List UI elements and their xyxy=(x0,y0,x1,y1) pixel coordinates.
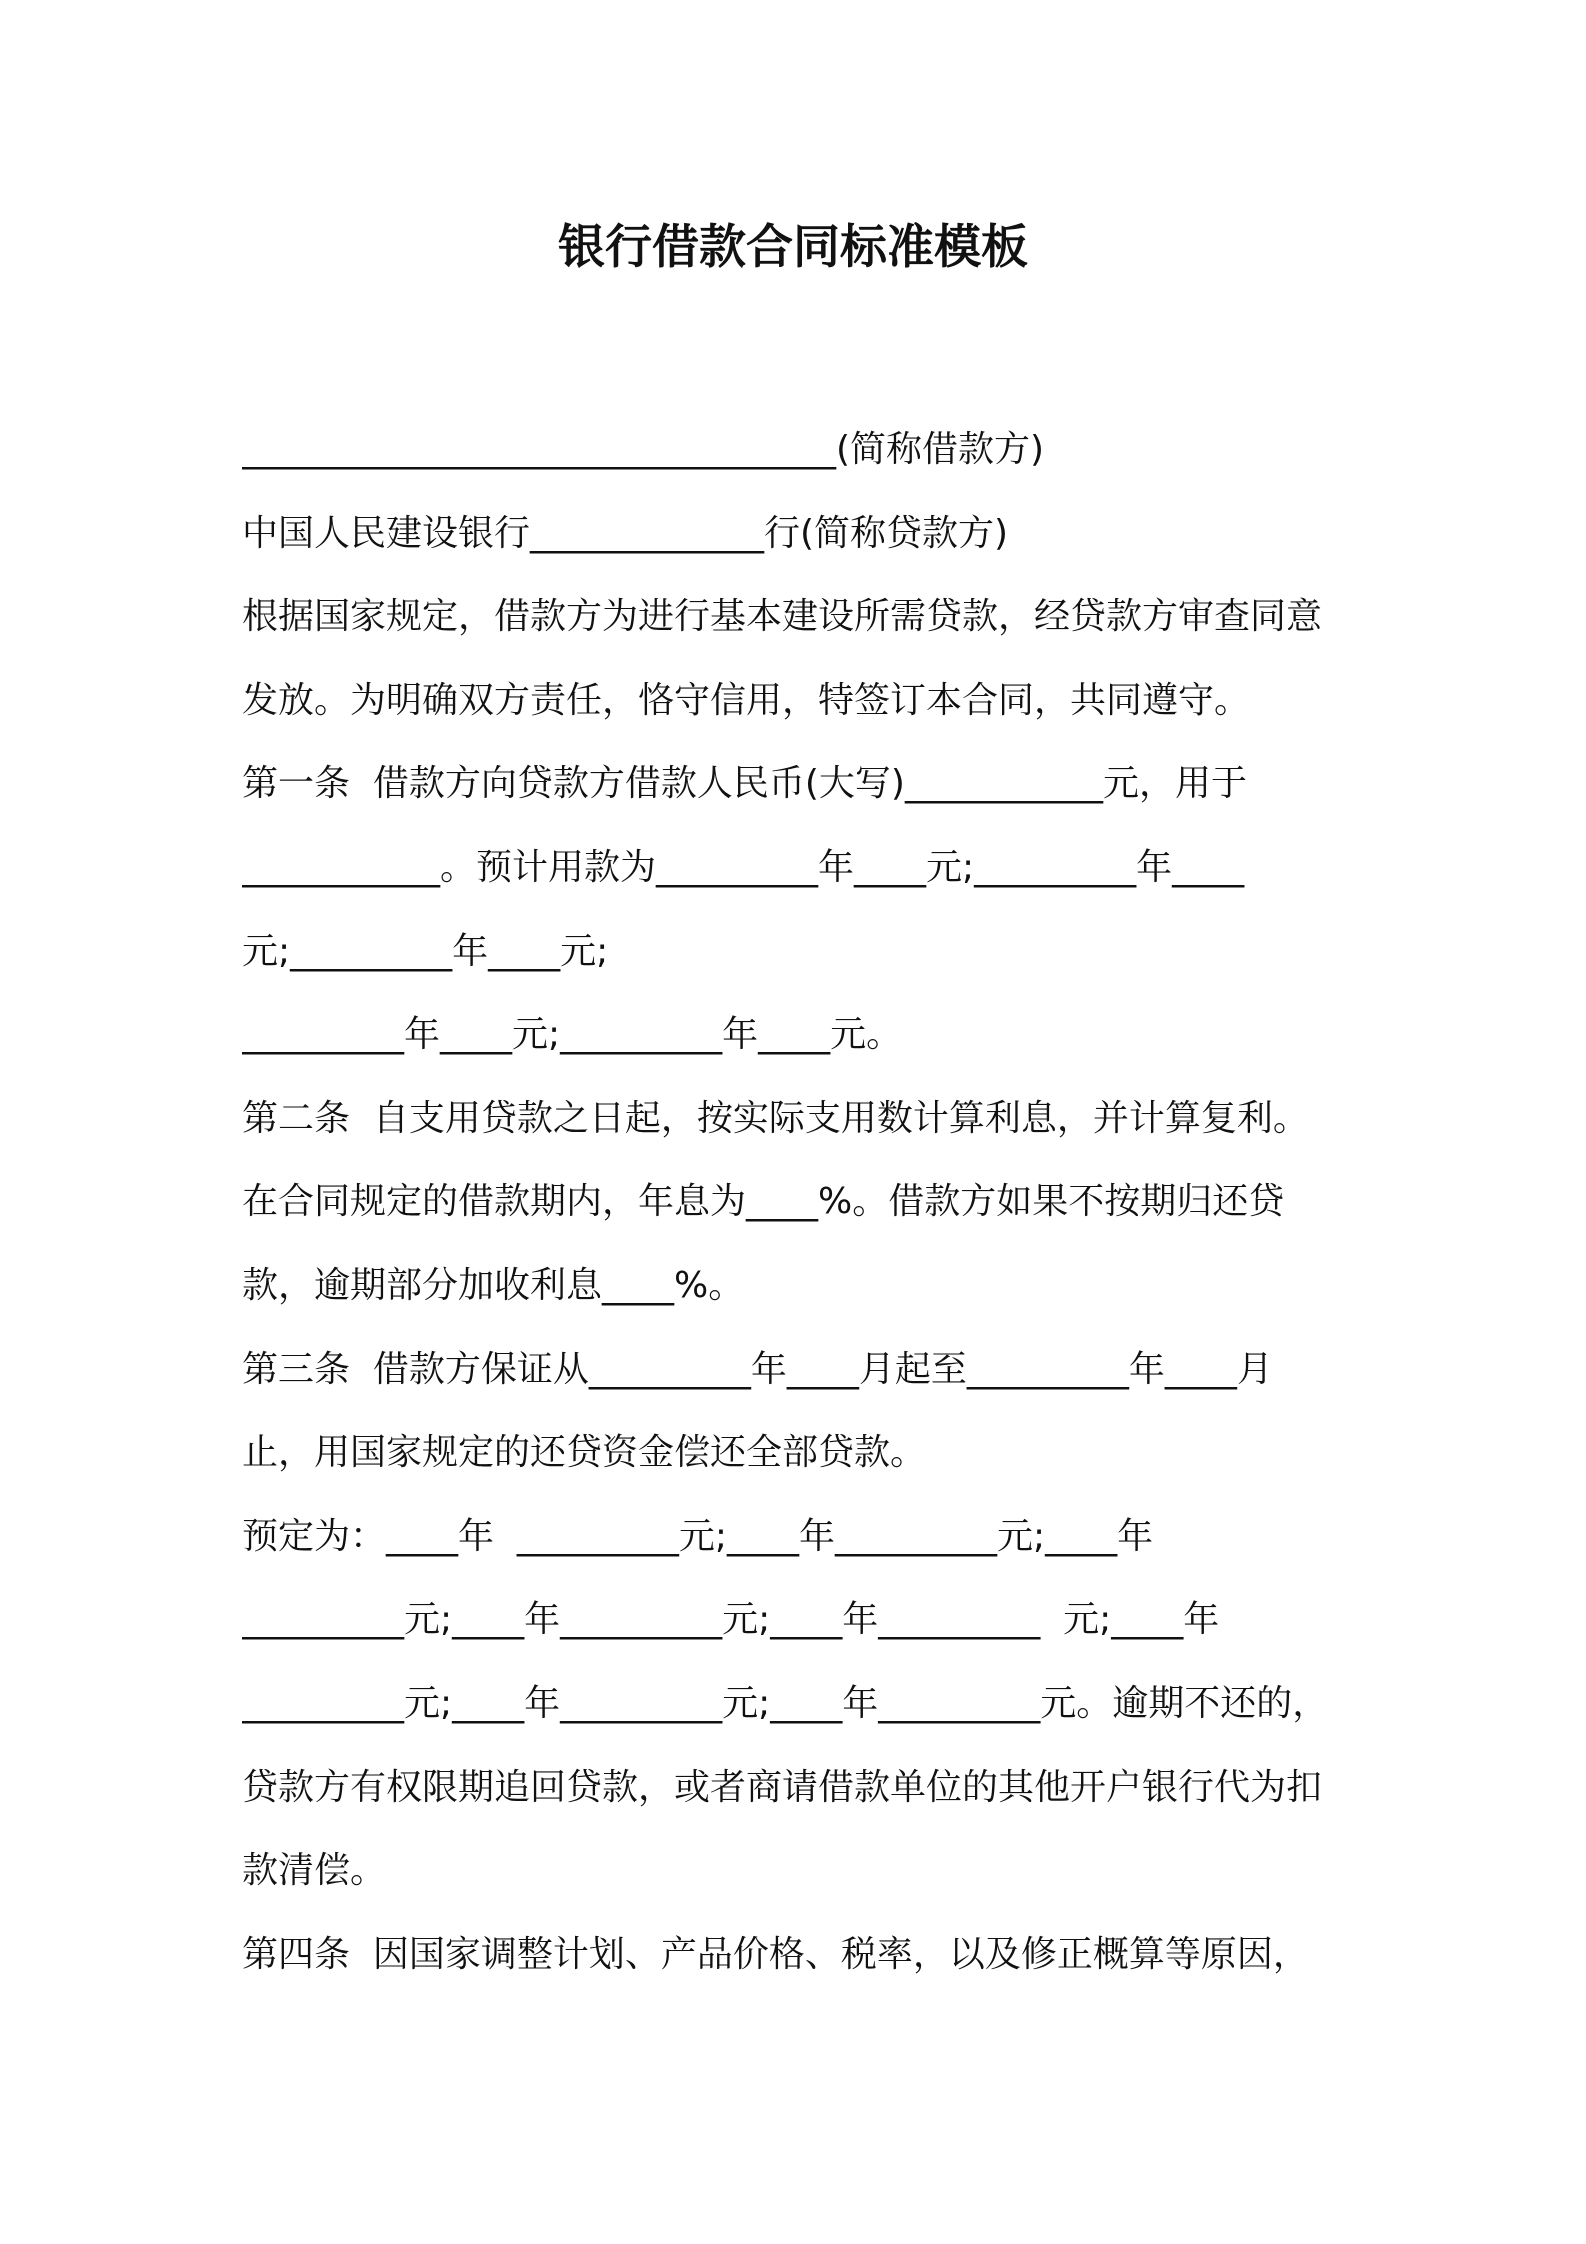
text-line: 第二条 自支用贷款之日起，按实际支用数计算利息，并计算复利。 xyxy=(242,1097,1309,1139)
text-line: _________元;____年_________元;____年_________ 元;____年 xyxy=(242,1599,1220,1641)
document-body xyxy=(242,408,1372,1996)
text-line: 贷款方有权限期追回贷款，或者商请借款单位的其他开户银行代为扣 xyxy=(242,1766,1323,1808)
text-line: 第四条 因国家调整计划、产品价格、税率，以及修正概算等原因， xyxy=(242,1933,1309,1975)
text-line: 元;_________年____元; xyxy=(242,930,609,972)
text-line: 止，用国家规定的还贷资金偿还全部贷款。 xyxy=(242,1432,927,1474)
text-line: 中国人民建设银行_____________行(简称贷款方) xyxy=(242,512,1009,554)
text-line: 款清偿。 xyxy=(242,1850,387,1892)
text-line: _________________________________(简称借款方) xyxy=(242,429,1045,470)
text-line: 第三条 借款方保证从_________年____月起至_________年____月 xyxy=(242,1348,1273,1390)
text-line: 预定为：____年 _________元;____年_________元;____年 xyxy=(242,1515,1154,1557)
text-line: 第一条 借款方向贷款方借款人民币(大写)___________元，用于 xyxy=(242,763,1247,805)
text-line: _________年____元;_________年____元。 xyxy=(242,1014,903,1056)
text-line: _________元;____年_________元;____年_________元。逾期不还的， xyxy=(242,1682,1329,1724)
text-line: ___________。预计用款为_________年____元;_________年____ xyxy=(242,846,1245,888)
text-line: 在合同规定的借款期内，年息为____%。借款方如果不按期归还贷 xyxy=(242,1181,1285,1223)
text-line: 根据国家规定，借款方为进行基本建设所需贷款，经贷款方审查同意 xyxy=(242,596,1323,638)
document-title: 银行借款合同标准模板 xyxy=(558,220,1028,275)
text-line: 款，逾期部分加收利息____%。 xyxy=(242,1264,745,1306)
text-line: 发放。为明确双方责任，恪守信用，特签订本合同，共同遵守。 xyxy=(242,679,1251,721)
